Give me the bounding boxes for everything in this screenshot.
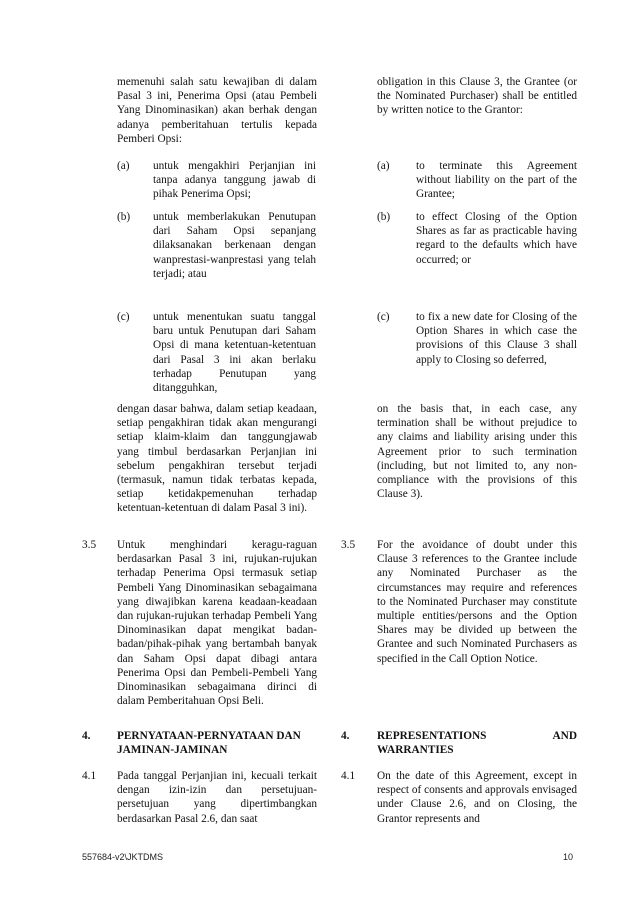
left-section-4-number: 4. xyxy=(82,730,91,742)
right-item-a-label: (a) xyxy=(377,160,390,172)
left-item-c-text: untuk menentukan suatu tanggal baru untuk Penutupan dari Saham Opsi di mana ketentuan-ketentuan dari Pasal 3 ini akan berlaku terhadap Penutupan yang ditangguhkan, xyxy=(153,311,316,395)
right-item-c-label: (c) xyxy=(377,311,390,323)
right-intro-paragraph: obligation in this Clause 3, the Grantee (or the Nominated Purchaser) shall be entitled by written notice to the Grantor: xyxy=(377,76,577,117)
footer-page-number: 10 xyxy=(563,852,574,862)
left-item-a-label: (a) xyxy=(117,160,130,172)
right-basis-paragraph: on the basis that, in each case, any termination shall be without prejudice to any claims and liability arising under this Agreement prior to such termination (including, but not limited to, any non-compliance with the provisions of this Clause 3). xyxy=(377,403,577,501)
left-clause-3-5-text: Untuk menghindari keragu-raguan berdasarkan Pasal 3 ini, rujukan-rujukan terhadap Penerima Opsi termasuk setiap Pembeli Yang Dinominasikan sebagaimana yang diwajibkan karena keadaan-keadaan dan rujukan-rujukan terhadap Pembeli Yang Dinominasikan dapat mengikat badan-badan/pihak-pihak yang bertambah banyak dan Saham Opsi dapat dibagi antara Penerima Opsi dan Pembeli-Pembeli Yang Dinominasikan sebagaimana dirinci di dalam Pemberitahuan Opsi Beli. xyxy=(117,539,317,708)
left-basis-paragraph: dengan dasar bahwa, dalam setiap keadaan, setiap pengakhiran tidak akan mengurangi setiap klaim-klaim dan tanggungjawab yang timbul berdasarkan Perjanjian ini sebelum pengakhiran tersebut terjadi (termasuk, namun tidak terbatas kepada, setiap ketidakpemenuhan terhadap ketentuan-ketentuan di dalam Pasal 3 ini). xyxy=(117,403,317,515)
right-section-4-heading: REPRESENTATIONS AND WARRANTIES xyxy=(377,730,577,757)
right-clause-3-5-text: For the avoidance of doubt under this Clause 3 references to the Grantee include any Nominated Purchaser as the circumstances may require and references to the Nominated Purchaser may constitute multiple entities/persons and the Option Shares may be divided up between the Grantee and such Nominated Purchasers as specified in the Call Option Notice. xyxy=(377,539,577,665)
left-clause-3-5-number: 3.5 xyxy=(82,539,97,551)
left-item-a-text: untuk mengakhiri Perjanjian ini tanpa adanya tanggung jawab di pihak Penerima Opsi; xyxy=(153,160,316,201)
right-item-b-text: to effect Closing of the Option Shares as far as practicable having regard to the defaults which have occurred; or xyxy=(416,211,577,266)
right-section-4-number: 4. xyxy=(341,730,350,742)
left-intro-paragraph: memenuhi salah satu kewajiban di dalam Pasal 3 ini, Penerima Opsi (atau Pembeli Yang Dinominasikan) akan berhak dengan adanya pemberitahuan tertulis kepada Pemberi Opsi: xyxy=(117,76,317,145)
right-item-c-text: to fix a new date for Closing of the Option Shares in which case the provisions of this Clause 3 shall apply to Closing so deferred, xyxy=(416,311,577,366)
right-item-b-label: (b) xyxy=(377,211,391,223)
left-clause-4-1-number: 4.1 xyxy=(82,770,97,782)
right-clause-4-1-number: 4.1 xyxy=(341,770,356,782)
left-section-4-heading: PERNYATAAN-PERNYATAAN DAN JAMINAN-JAMINAN xyxy=(117,730,301,757)
left-item-b-text: untuk memberlakukan Penutupan dari Saham Opsi sepanjang dilaksanakan berkenaan dengan wanprestasi-wanprestasi yang telah terjadi; atau xyxy=(153,211,316,280)
left-item-c-label: (c) xyxy=(117,311,130,323)
right-clause-4-1-text: On the date of this Agreement, except in respect of consents and approvals envisaged under Clause 2.6, and on Closing, the Grantor represents and xyxy=(377,770,577,825)
right-clause-3-5-number: 3.5 xyxy=(341,539,356,551)
footer-document-reference: 557684-v2\JKTDMS xyxy=(82,852,164,862)
right-item-a-text: to terminate this Agreement without liability on the part of the Grantee; xyxy=(416,160,577,201)
left-clause-4-1-text: Pada tanggal Perjanjian ini, kecuali terkait dengan izin-izin dan persetujuan-persetujuan yang dipertimbangkan berdasarkan Pasal 2.6, dan saat xyxy=(117,770,317,825)
left-item-b-label: (b) xyxy=(117,211,131,223)
